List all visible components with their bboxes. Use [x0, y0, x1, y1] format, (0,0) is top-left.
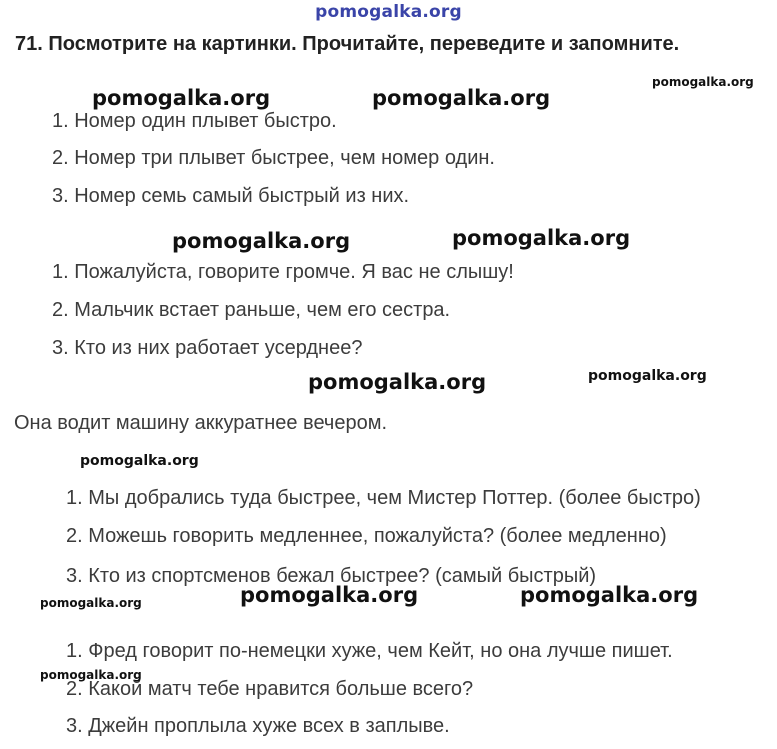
- list-item: 1. Фред говорит по-немецки хуже, чем Кейт, но она лучше пишет.: [66, 640, 673, 662]
- list-item: 1. Мы добрались туда быстрее, чем Мистер Поттер. (более быстро): [66, 487, 701, 509]
- watermark: pomogalka.org: [452, 226, 631, 250]
- task-title: 71. Посмотрите на картинки. Прочитайте, переведите и запомните.: [15, 33, 680, 55]
- list-item: 1. Пожалуйста, говорите громче. Я вас не слышу!: [52, 261, 514, 283]
- list-item: 3. Кто из спортсменов бежал быстрее? (самый быстрый): [66, 565, 597, 587]
- list-item: 2. Мальчик встает раньше, чем его сестра.: [52, 299, 451, 321]
- list-item: 2. Можешь говорить медленнее, пожалуйста? (более медленно): [66, 525, 667, 547]
- list-item: 2. Номер три плывет быстрее, чем номер один.: [52, 147, 495, 169]
- watermark: pomogalka.org: [172, 229, 351, 253]
- watermark: pomogalka.org: [80, 453, 199, 469]
- watermark: pomogalka.org: [652, 75, 754, 89]
- watermark: pomogalka.org: [520, 583, 699, 607]
- list-item: 3. Кто из них работает усерднее?: [52, 337, 363, 359]
- watermark: pomogalka.org: [240, 583, 419, 607]
- watermark: pomogalka.org: [40, 668, 142, 682]
- site-header: pomogalka.org: [315, 2, 462, 22]
- sentence: Она водит машину аккуратнее вечером.: [14, 412, 388, 434]
- watermark: pomogalka.org: [92, 86, 271, 110]
- watermark: pomogalka.org: [40, 596, 142, 610]
- list-item: 2. Какой матч тебе нравится больше всего?: [66, 678, 474, 700]
- list-item: 3. Номер семь самый быстрый из них.: [52, 185, 410, 207]
- list-item: 1. Номер один плывет быстро.: [52, 110, 337, 132]
- list-item: 3. Джейн проплыла хуже всех в заплыве.: [66, 715, 450, 737]
- watermark: pomogalka.org: [308, 370, 487, 394]
- watermark: pomogalka.org: [372, 86, 551, 110]
- watermark: pomogalka.org: [588, 368, 707, 384]
